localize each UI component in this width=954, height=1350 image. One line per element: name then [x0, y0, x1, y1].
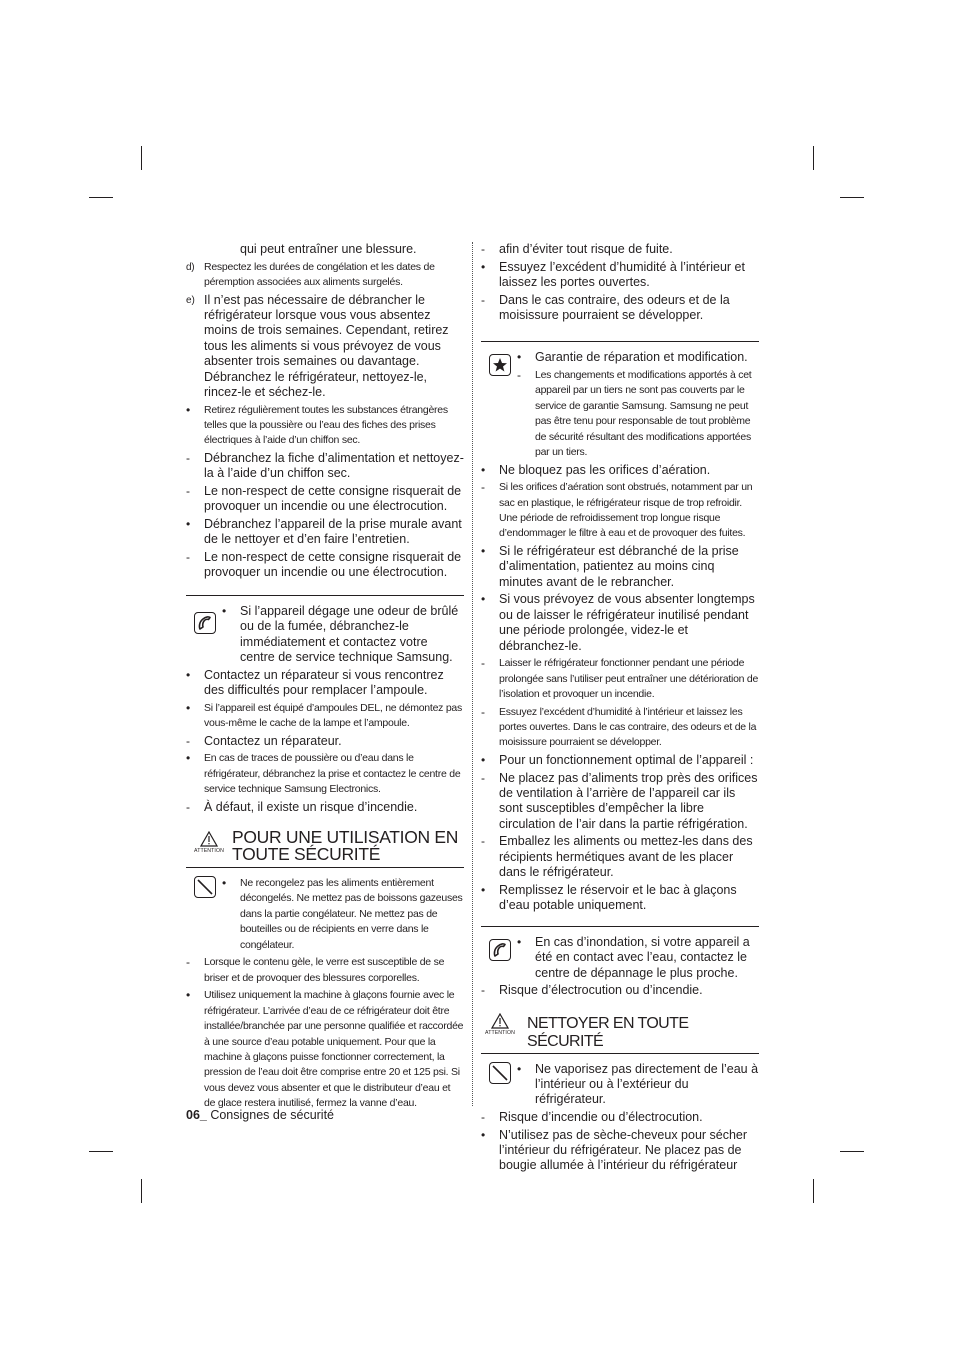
- list-item: [481, 1128, 759, 1174]
- crop-mark: [89, 197, 113, 198]
- list-item: [481, 705, 759, 751]
- list-item-text: N’utilisez pas de sèche-cheveux pour sécher l’intérieur du réfrigérateur. Ne placez pas de bougie allumée à l’intérieur du réfrigérateur: [499, 1127, 748, 1173]
- list-marker: [481, 463, 495, 478]
- list-item: [186, 668, 464, 699]
- list-marker: e): [186, 294, 195, 306]
- list-item: [186, 701, 464, 732]
- list-item: [481, 592, 759, 654]
- list-marker: [186, 701, 200, 716]
- list-marker: [481, 771, 495, 786]
- list-marker: [481, 753, 495, 768]
- left-notice-list: [186, 668, 464, 815]
- list-item-text: afin d’éviter tout risque de fuite.: [499, 242, 673, 256]
- list-item-text: Contactez un réparateur si vous rencontrez des difficultés pour remplacer l’ampoule.: [204, 667, 444, 698]
- list-marker: [186, 517, 200, 532]
- flood-notice: [481, 926, 759, 999]
- list-item: [481, 544, 759, 590]
- list-item-text: Ne placez pas d’aliments trop près des orifices de ventilation à l’arrière de l’appareil car ils sont susceptibles d’empêcher la libre circulation de l’air dans la partie réfrigération.: [499, 770, 758, 831]
- section-heading-safe-use: [186, 829, 464, 863]
- list-item-text: Utilisez uniquement la machine à glaçons fournie avec le réfrigérateur. L’arrivée d’eau de ce réfrigérateur doit être installée/branchée par une personne qualifiée et raccordée à une source d’eau potable uniquement. Pour que la machine à glaçons puisse fonctionner correctement, la pression de l’eau doit être comprise entre 20 et 125 psi. Si vous devez vous absenter et que le distributeur d’eau et de glace restera inutilisé, fermez la vanne d’eau.: [204, 989, 464, 1110]
- list-marker: [481, 544, 495, 559]
- section-title: POUR UNE UTILISATION EN TOUTE SÉCURITÉ: [232, 827, 459, 865]
- prohibited-icon: [489, 1062, 511, 1084]
- list-item: [186, 403, 464, 449]
- list-item-text: Essuyez l’excédent d’humidité à l’intérieur et laissez les portes ouvertes.: [499, 259, 745, 289]
- warranty-notice: [481, 341, 759, 913]
- list-item-text: Pour un fonctionnement optimal de l’appareil :: [499, 753, 754, 768]
- phone-call-icon: [489, 939, 511, 961]
- list-item: [186, 260, 464, 291]
- phone-call-icon: [194, 612, 216, 634]
- crop-mark: [840, 1151, 864, 1152]
- list-item: [481, 1110, 759, 1125]
- list-marker: [186, 451, 200, 466]
- footer-label: Consignes de sécurité: [206, 1108, 335, 1122]
- page-footer: [186, 1108, 334, 1122]
- notice-sub: - Les changements et modifications apportés à cet appareil par un tiers ne sont pas couverts par le service de garantie Samsung. Samsung ne peut pas être tenu pour responsable de tout problème de sécurité résultant des modifications apportées par un tiers.: [517, 368, 759, 460]
- list-marker: [186, 668, 200, 683]
- safe-use-notice: [186, 867, 464, 1111]
- list-marker: [481, 1110, 495, 1125]
- attention-icon: ATTENTION: [194, 831, 224, 854]
- list-item: [481, 463, 759, 478]
- list-marker: [186, 751, 200, 766]
- list-marker: [186, 734, 200, 749]
- list-marker: [481, 480, 495, 495]
- list-marker: [186, 550, 200, 565]
- crop-mark: [141, 1179, 142, 1203]
- list-item-text: Le non-respect de cette consigne risquerait de provoquer un incendie ou une électrocution.: [204, 550, 462, 580]
- list-marker: [186, 484, 200, 499]
- list-item-text: Respectez les durées de congélation et les dates de péremption associées aux aliments surgelés.: [204, 260, 435, 288]
- left-notice: [186, 595, 464, 815]
- crop-mark: [89, 1151, 113, 1152]
- list-item: [481, 656, 759, 702]
- right-top-list: [481, 242, 759, 323]
- list-marker: [186, 988, 200, 1003]
- list-item: [186, 955, 464, 986]
- notice-lead: • Garantie de réparation et modification.: [517, 350, 759, 365]
- list-item-text: Risque d’électrocution ou d’incendie.: [499, 983, 703, 998]
- list-marker: [186, 955, 200, 970]
- list-marker: [481, 983, 495, 998]
- list-item: [481, 480, 759, 542]
- section-title: NETTOYER EN TOUTE SÉCURITÉ: [527, 1014, 689, 1050]
- clean-list: [481, 1110, 759, 1174]
- list-item-text: Lorsque le contenu gèle, le verre est susceptible de se briser et de provoquer des blessures corporelles.: [204, 956, 445, 984]
- notice-lead: • Ne recongelez pas les aliments entièrement décongelés. Ne mettez pas de boissons gazeuses dans la partie congélateur. Ne mettez pas de bouteilles ou de récipients en verre dans le congélateur.: [222, 876, 464, 953]
- list-item-text: qui peut entraîner une blessure.: [240, 242, 417, 256]
- list-item-text: Il n’est pas nécessaire de débrancher le réfrigérateur lorsque vous vous absentez moins de trois semaines. Cependant, retirez tous les aliments si vous prévoyez de vous absenter trois semaines ou davantage. Débranchez le réfrigérateur, nettoyez-le, rincez-le et séchez-le.: [204, 292, 449, 400]
- page-number: 06_: [186, 1108, 207, 1122]
- attention-icon: ATTENTION: [485, 1013, 515, 1036]
- list-marker: [481, 883, 495, 898]
- right-notice-list: [481, 463, 759, 914]
- left-column: [186, 242, 464, 1114]
- list-item-text: Emballez les aliments ou mettez-les dans des récipients hermétiques avant de les placer dans le réfrigérateur.: [499, 834, 753, 880]
- list-item-text: Débranchez la fiche d’alimentation et nettoyez-la à l’aide d’un chiffon sec.: [204, 451, 464, 481]
- list-item: [481, 983, 759, 998]
- prohibited-icon: [194, 876, 216, 898]
- list-item: [186, 734, 464, 749]
- star-icon: [489, 354, 511, 376]
- list-marker: [481, 293, 495, 308]
- list-item: [481, 753, 759, 768]
- list-item-text: Retirez régulièrement toutes les substances étrangères telles que la poussière ou l’eau des fiches des prises électriques à l’aide d’un chiffon sec.: [204, 403, 448, 447]
- list-marker: [481, 592, 495, 607]
- list-item-text: Le non-respect de cette consigne risquerait de provoquer un incendie ou une électrocution.: [204, 484, 462, 514]
- list-marker: [481, 656, 495, 671]
- list-item: [481, 883, 759, 914]
- list-item: [186, 484, 464, 515]
- clean-notice: [481, 1053, 759, 1174]
- list-item: [186, 293, 464, 401]
- list-item: [481, 260, 759, 291]
- list-marker: [186, 403, 200, 418]
- notice-lead: • Si l’appareil dégage une odeur de brûlé ou de la fumée, débranchez-le immédiatement et contactez votre centre de service technique Samsung.: [222, 604, 464, 666]
- list-item-text: Débranchez l’appareil de la prise murale avant de le nettoyer et d’en faire l’entretien.: [204, 517, 462, 547]
- safe-use-list: [186, 955, 464, 1111]
- list-marker: d): [186, 261, 195, 273]
- list-marker: [186, 800, 200, 815]
- crop-mark: [813, 146, 814, 170]
- section-heading-clean: [481, 1011, 759, 1051]
- list-item-text: Si le réfrigérateur est débranché de la prise d’alimentation, patientez au moins cinq minutes avant de le rebrancher.: [499, 544, 739, 589]
- right-column: [481, 242, 759, 1176]
- list-item: [186, 751, 464, 797]
- list-item: [186, 800, 464, 815]
- list-marker: [481, 260, 495, 275]
- flood-list: [481, 983, 759, 998]
- list-item-text: Si les orifices d’aération sont obstrués, notamment par un sac en plastique, le réfrigérateur risque de trop refroidir. Une période de refroidissement trop longue risque d’endommager le filtre à eau et de provoquer des fuites.: [499, 481, 753, 540]
- crop-mark: [141, 146, 142, 170]
- list-marker: [481, 1128, 495, 1143]
- list-item: [481, 293, 759, 324]
- column-divider: [472, 242, 473, 1106]
- list-item-text: Si vous prévoyez de vous absenter longtemps ou de laisser le réfrigérateur inutilisé pendant une période prolongée, videz-le et débranchez-le.: [499, 592, 755, 653]
- notice-lead: • Ne vaporisez pas directement de l’eau à l’intérieur ou à l’extérieur du réfrigérateur.: [517, 1062, 759, 1108]
- list-item-text: Risque d’incendie ou d’électrocution.: [499, 1109, 703, 1124]
- list-item-text: Essuyez l’excédent d’humidité à l’intérieur et laissez les portes ouvertes. Dans le cas contraire, des odeurs et de la moisissure pourraient se développer.: [499, 705, 757, 749]
- list-item: [186, 988, 464, 1111]
- list-item-text: Ne bloquez pas les orifices d’aération.: [499, 462, 711, 477]
- list-marker: [481, 705, 495, 720]
- list-item: [481, 771, 759, 833]
- list-item-text: Dans le cas contraire, des odeurs et de la moisissure pourraient se développer.: [499, 292, 730, 322]
- crop-mark: [813, 1179, 814, 1203]
- list-item-text: Laisser le réfrigérateur fonctionner pendant une période prolongée sans l’utiliser peut entraîner une détérioration de l’isolation et provoquer un incendie.: [499, 657, 759, 701]
- list-item: [186, 242, 464, 257]
- list-marker: [481, 834, 495, 849]
- list-item: [186, 517, 464, 548]
- list-item-text: Remplissez le réservoir et le bac à glaçons d’eau potable uniquement.: [499, 882, 737, 913]
- left-top-list: [186, 242, 464, 581]
- list-item: [186, 550, 464, 581]
- list-item-text: En cas de traces de poussière ou d’eau dans le réfrigérateur, débranchez la prise et contactez le centre de service technique Samsung Electronics.: [204, 752, 461, 796]
- crop-mark: [840, 197, 864, 198]
- list-item: [481, 834, 759, 880]
- list-item: [481, 242, 759, 257]
- list-item: [186, 451, 464, 482]
- list-item-text: Si l’appareil est équipé d’ampoules DEL, ne démontez pas vous-même le cache de la lampe et l’ampoule.: [204, 701, 463, 730]
- list-item-text: Contactez un réparateur.: [204, 733, 342, 748]
- list-marker: [481, 242, 495, 257]
- list-item-text: À défaut, il existe un risque d’incendie.: [204, 799, 418, 814]
- notice-lead: • En cas d’inondation, si votre appareil a été en contact avec l’eau, contactez le centre de dépannage le plus proche.: [517, 935, 759, 981]
